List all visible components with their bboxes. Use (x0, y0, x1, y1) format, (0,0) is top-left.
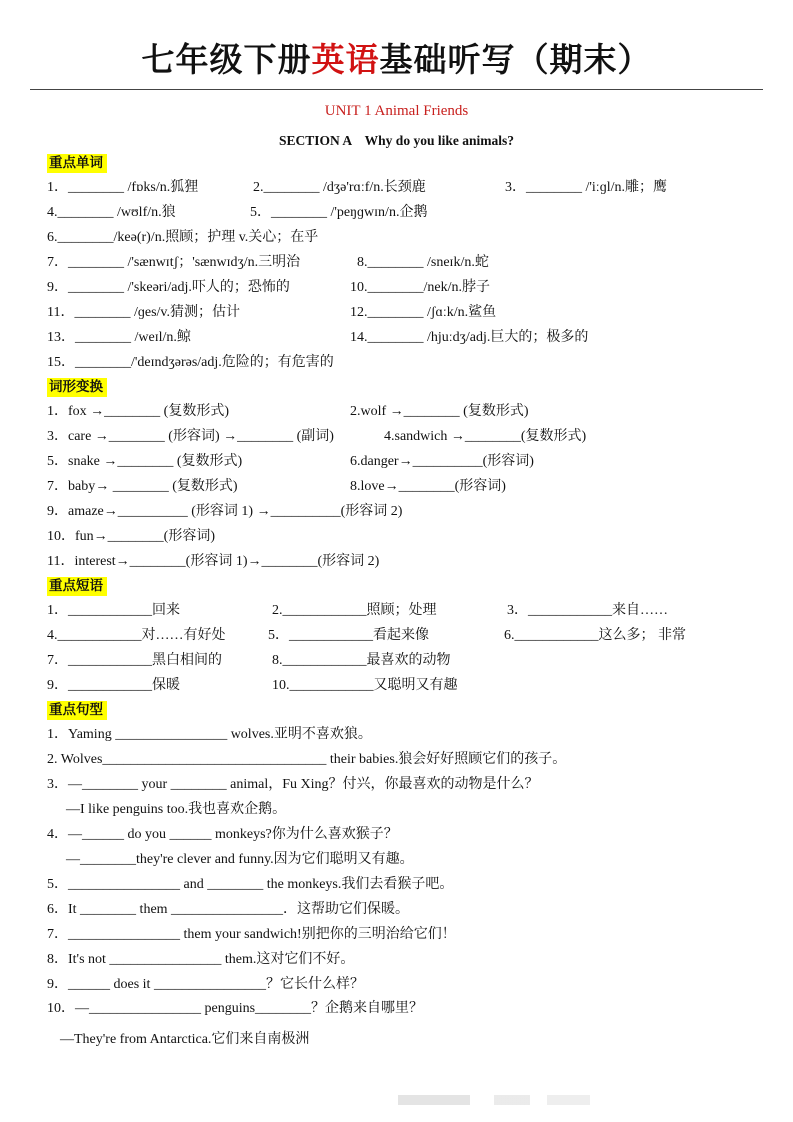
phrase-item: 8.____________最喜欢的动物 (272, 653, 451, 668)
title-part-1: 七年级下册 (141, 40, 312, 79)
vocab-item: 2.________ /dʒə'rɑːf/n.长颈鹿 (253, 180, 426, 195)
vocab-item: 7．________ /'sænwɪtʃ；'sænwɪdʒ/n.三明治 (47, 255, 301, 270)
sentence-item: 2. Wolves________________________________ their babies.狼会好好照顾它们的孩子。 (47, 752, 567, 767)
form-item: 1．fox →________ (复数形式) (47, 404, 229, 419)
vocab-item: 8.________ /sneɪk/n.蛇 (357, 255, 489, 270)
sentence-answer: —________they're clever and funny.因为它们聪明又有趣。 (66, 852, 414, 867)
faded-footer-mark (398, 1095, 638, 1105)
vocab-item: 10.________/nek/n.脖子 (350, 280, 490, 295)
form-item: 9．amaze→__________ (形容词 1) →__________(形容词 2) (47, 504, 403, 519)
vocab-item: 5．________ /'peŋɡwɪn/n.企鹅 (250, 205, 428, 220)
phrase-item: 7．____________黑白相间的 (47, 653, 222, 668)
form-item: 5．snake →________ (复数形式) (47, 454, 243, 469)
phrase-item: 5．____________看起来像 (268, 628, 429, 643)
sentence-item: 1．Yaming ________________ wolves.亚明不喜欢狼。 (47, 727, 372, 742)
heading-key-phrases: 重点短语 (47, 577, 107, 596)
vocab-item: 12.________ /ʃɑːk/n.鲨鱼 (350, 305, 497, 320)
heading-key-sentences: 重点句型 (47, 701, 107, 720)
form-item: 11．interest→________(形容词 1)→________(形容词 2) (47, 554, 380, 569)
vocab-item: 11．________ /ɡes/v.猜测；估计 (47, 305, 241, 320)
vocab-item: 1．________ /fɒks/n.狐狸 (47, 180, 199, 195)
sentence-item: 7．________________ them your sandwich!别把你的三明治给它们！ (47, 927, 456, 942)
form-item: 8.love→________(形容词) (350, 479, 506, 494)
section-heading: SECTION A Why do you like animals? (279, 133, 514, 148)
form-item: 10．fun→________(形容词) (47, 529, 215, 544)
sentence-item: 6．It ________ them ________________．这帮助它们保暖。 (47, 902, 410, 917)
form-item: 6.danger→__________(形容词) (350, 454, 534, 469)
vocab-item: 15．________/'deɪndʒərəs/adj.危险的；有危害的 (47, 355, 334, 370)
form-item: 7．baby→ ________ (复数形式) (47, 479, 238, 494)
title-part-2: 基础听写（期末） (379, 40, 652, 79)
vocab-item: 14.________ /hjuːdʒ/adj.巨大的；极多的 (350, 330, 589, 345)
phrase-item: 2.____________照顾；处理 (272, 603, 437, 618)
sentence-item: 8．It's not ________________ them.这对它们不好。 (47, 952, 355, 967)
form-item: 3．care →________ (形容词) →________ (副词) (47, 429, 334, 444)
vocab-item: 6.________/keə(r)/n.照顾；护理 v.关心；在乎 (47, 230, 319, 245)
sentence-item: 5．________________ and ________ the monkeys.我们去看猴子吧。 (47, 877, 454, 892)
phrase-item: 10.____________又聪明又有趣 (272, 678, 458, 693)
heading-word-forms: 词形变换 (47, 378, 107, 397)
vocab-item: 13．________ /weɪl/n.鲸 (47, 330, 191, 345)
unit-heading: UNIT 1 Animal Friends (324, 103, 469, 119)
title-highlight: 英语 (311, 40, 380, 79)
sentence-item: 9．______ does it ________________？它长什么样？ (47, 977, 364, 992)
form-item: 4.sandwich →________(复数形式) (384, 429, 587, 444)
phrase-item: 9．____________保暖 (47, 678, 180, 693)
phrase-item: 1．____________回来 (47, 603, 180, 618)
sentence-item: 3．—________ your ________ animal，Fu Xing？付兴，你最喜欢的动物是什么？ (47, 777, 539, 792)
sentence-item: 4．—______ do you ______ monkeys?你为什么喜欢猴子？ (47, 827, 398, 842)
vocab-item: 4.________ /wʊlf/n.狼 (47, 205, 176, 220)
page-title (0, 36, 793, 84)
sentence-answer: —I like penguins too.我也喜欢企鹅。 (66, 802, 287, 817)
sentence-answer: —They're from Antarctica.它们来自南极洲 (60, 1032, 310, 1047)
title-divider (30, 89, 763, 90)
phrase-item: 3．____________来自…… (507, 603, 668, 618)
phrase-item: 4.____________对……有好处 (47, 628, 226, 643)
vocab-item: 3．________ /'iːɡl/n.雕；鹰 (505, 180, 667, 195)
vocab-item: 9．________ /'skeəri/adj.吓人的；恐怖的 (47, 280, 290, 295)
phrase-item: 6.____________这么多； 非常 (504, 628, 686, 643)
form-item: 2.wolf →________ (复数形式) (350, 404, 529, 419)
heading-key-words: 重点单词 (47, 154, 107, 173)
sentence-item: 10．—________________ penguins________？企鹅来自哪里？ (47, 1001, 424, 1016)
